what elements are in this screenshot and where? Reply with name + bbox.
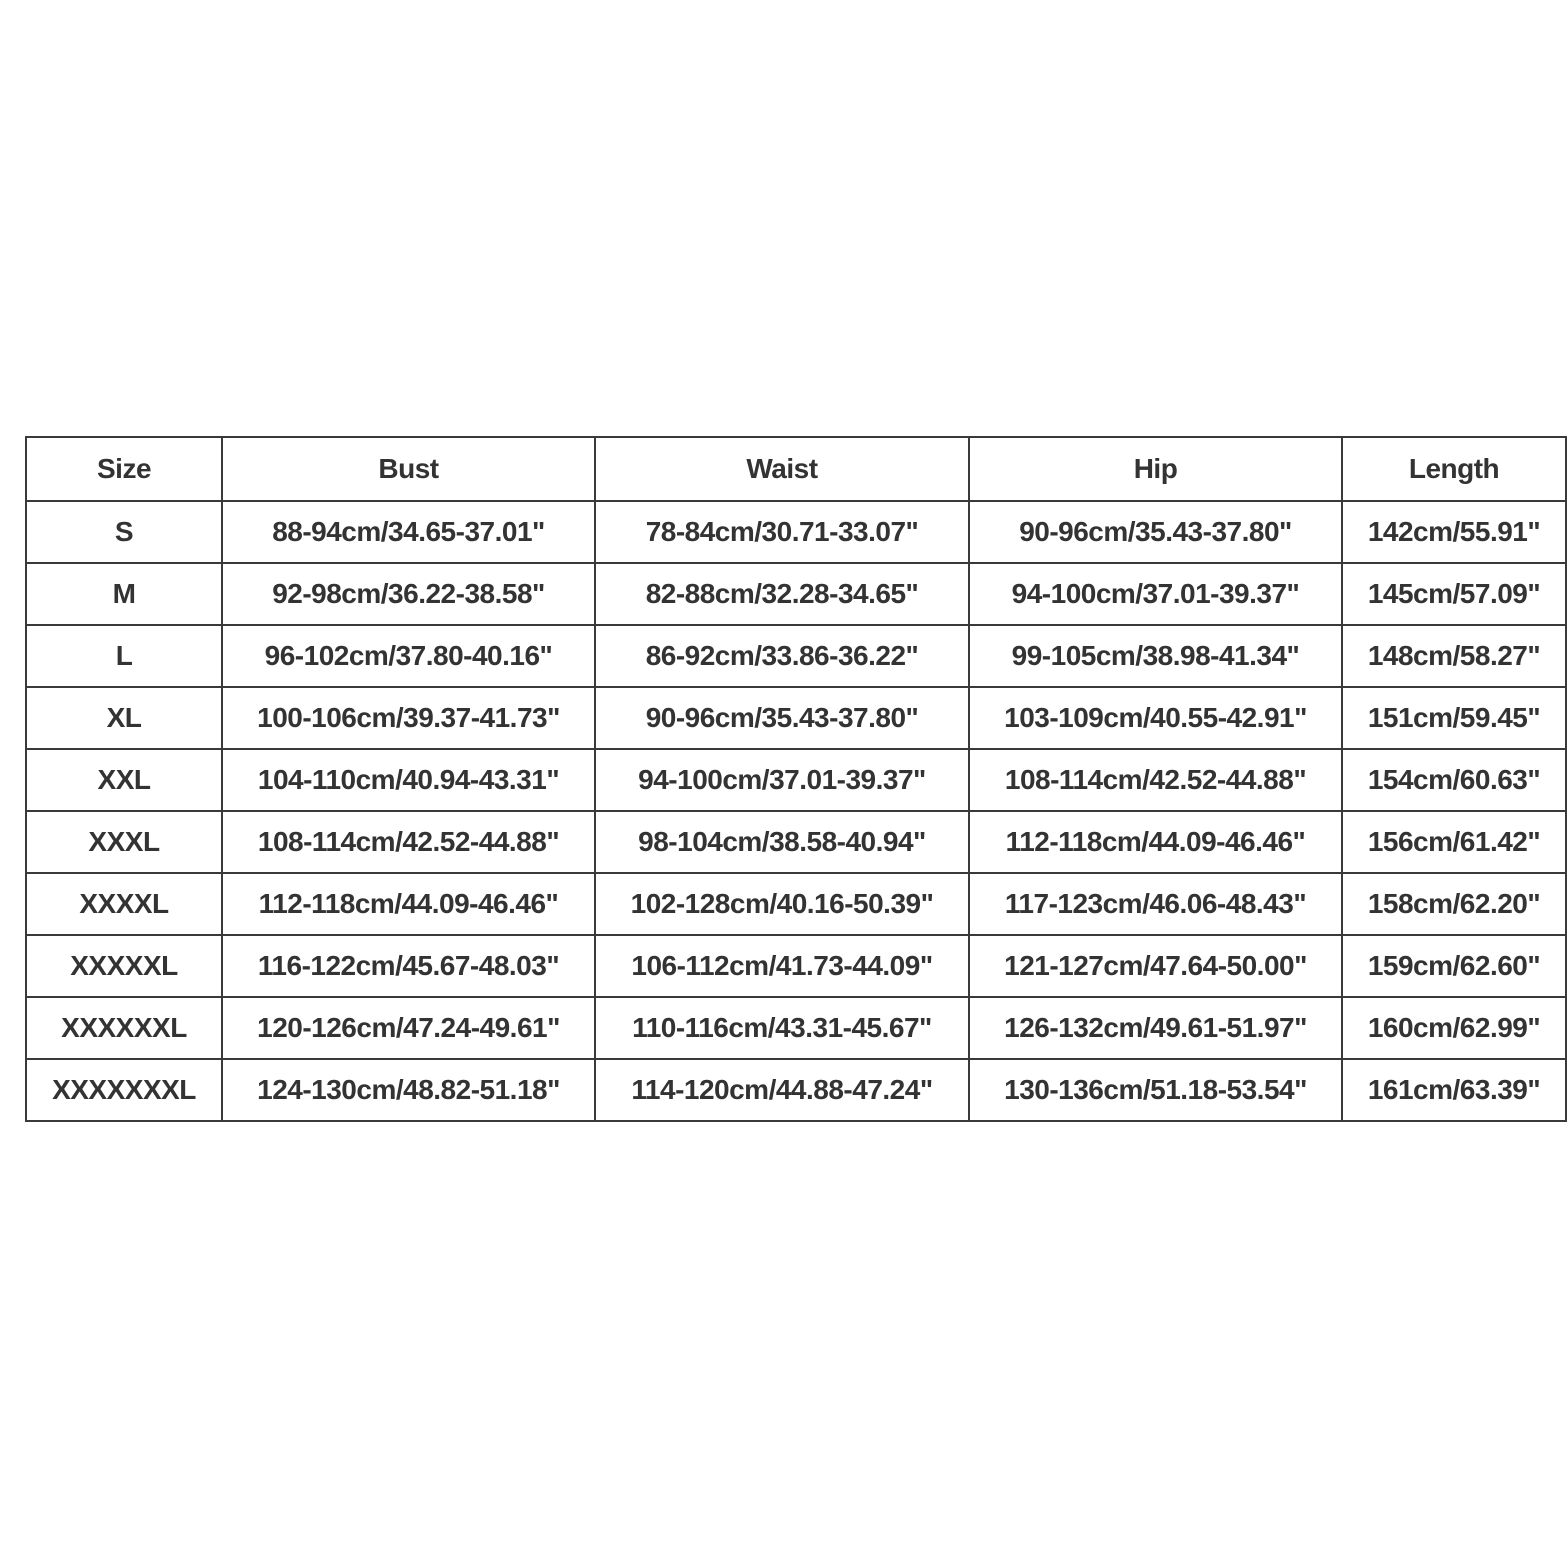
cell-waist: 102-128cm/40.16-50.39" [595, 873, 969, 935]
cell-hip: 117-123cm/46.06-48.43" [969, 873, 1342, 935]
table-row [26, 625, 1566, 687]
cell-length: 142cm/55.91" [1342, 501, 1566, 563]
table-row [26, 687, 1566, 749]
cell-bust: 104-110cm/40.94-43.31" [222, 749, 595, 811]
cell-size: XXXXXL [26, 935, 222, 997]
cell-bust: 88-94cm/34.65-37.01" [222, 501, 595, 563]
table-row [26, 563, 1566, 625]
table-row [26, 749, 1566, 811]
cell-waist: 78-84cm/30.71-33.07" [595, 501, 969, 563]
cell-hip: 112-118cm/44.09-46.46" [969, 811, 1342, 873]
cell-bust: 112-118cm/44.09-46.46" [222, 873, 595, 935]
table-row [26, 935, 1566, 997]
cell-waist: 82-88cm/32.28-34.65" [595, 563, 969, 625]
cell-length: 159cm/62.60" [1342, 935, 1566, 997]
table-row [26, 811, 1566, 873]
cell-hip: 99-105cm/38.98-41.34" [969, 625, 1342, 687]
cell-hip: 126-132cm/49.61-51.97" [969, 997, 1342, 1059]
header-size: Size [26, 437, 222, 501]
cell-length: 154cm/60.63" [1342, 749, 1566, 811]
cell-bust: 96-102cm/37.80-40.16" [222, 625, 595, 687]
size-chart-table [25, 436, 1567, 1122]
header-bust: Bust [222, 437, 595, 501]
cell-bust: 120-126cm/47.24-49.61" [222, 997, 595, 1059]
cell-size: XXXXXXL [26, 997, 222, 1059]
cell-waist: 94-100cm/37.01-39.37" [595, 749, 969, 811]
cell-size: M [26, 563, 222, 625]
cell-bust: 100-106cm/39.37-41.73" [222, 687, 595, 749]
cell-hip: 94-100cm/37.01-39.37" [969, 563, 1342, 625]
table-row [26, 997, 1566, 1059]
cell-size: XXXL [26, 811, 222, 873]
cell-length: 151cm/59.45" [1342, 687, 1566, 749]
cell-size: L [26, 625, 222, 687]
header-hip: Hip [969, 437, 1342, 501]
cell-waist: 90-96cm/35.43-37.80" [595, 687, 969, 749]
cell-waist: 106-112cm/41.73-44.09" [595, 935, 969, 997]
cell-size: XXL [26, 749, 222, 811]
cell-waist: 114-120cm/44.88-47.24" [595, 1059, 969, 1121]
cell-length: 161cm/63.39" [1342, 1059, 1566, 1121]
header-length: Length [1342, 437, 1566, 501]
cell-length: 160cm/62.99" [1342, 997, 1566, 1059]
cell-size: XXXXL [26, 873, 222, 935]
cell-waist: 110-116cm/43.31-45.67" [595, 997, 969, 1059]
table-row [26, 1059, 1566, 1121]
cell-hip: 108-114cm/42.52-44.88" [969, 749, 1342, 811]
header-row [26, 437, 1566, 501]
header-waist: Waist [595, 437, 969, 501]
cell-length: 148cm/58.27" [1342, 625, 1566, 687]
cell-length: 158cm/62.20" [1342, 873, 1566, 935]
table-row [26, 501, 1566, 563]
cell-size: S [26, 501, 222, 563]
cell-bust: 108-114cm/42.52-44.88" [222, 811, 595, 873]
cell-waist: 86-92cm/33.86-36.22" [595, 625, 969, 687]
cell-length: 156cm/61.42" [1342, 811, 1566, 873]
cell-bust: 116-122cm/45.67-48.03" [222, 935, 595, 997]
cell-size: XL [26, 687, 222, 749]
cell-hip: 103-109cm/40.55-42.91" [969, 687, 1342, 749]
table-row [26, 873, 1566, 935]
cell-bust: 92-98cm/36.22-38.58" [222, 563, 595, 625]
cell-length: 145cm/57.09" [1342, 563, 1566, 625]
cell-waist: 98-104cm/38.58-40.94" [595, 811, 969, 873]
cell-hip: 121-127cm/47.64-50.00" [969, 935, 1342, 997]
cell-hip: 90-96cm/35.43-37.80" [969, 501, 1342, 563]
cell-hip: 130-136cm/51.18-53.54" [969, 1059, 1342, 1121]
cell-size: XXXXXXXL [26, 1059, 222, 1121]
cell-bust: 124-130cm/48.82-51.18" [222, 1059, 595, 1121]
